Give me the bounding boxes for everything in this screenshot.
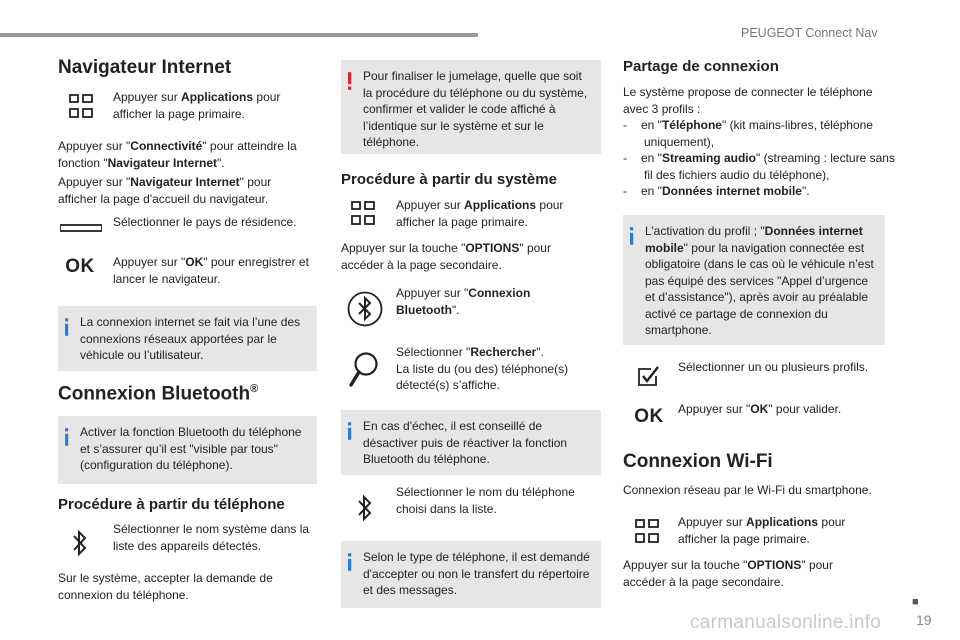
info-icon — [348, 420, 352, 442]
country-instruction: Sélectionner le pays de résidence. — [113, 215, 297, 229]
navigator-instruction: Appuyer sur "Navigateur Internet" pour afficher la page d'accueil du navigateur. — [58, 175, 272, 206]
info-box-bluetooth: Activer la fonction Bluetooth du téléphone et s’assurer qu’il est "visible par tous" (configuration du téléphone). — [58, 416, 317, 484]
ok-icon: OK — [65, 256, 95, 277]
options-instruction-wifi: Appuyer sur la touche "OPTIONS" pour accéder à la page secondaire. — [623, 558, 833, 589]
section-title-bluetooth: Connexion Bluetooth® — [58, 383, 259, 405]
wifi-intro: Connexion réseau par le Wi-Fi du smartphone. — [623, 483, 872, 497]
options-instruction: Appuyer sur la touche "OPTIONS" pour accéder à la page secondaire. — [341, 241, 551, 272]
ok-icon: OK — [634, 406, 664, 427]
info-box-internet-profile: L’activation du profil ; "Données internet mobile" pour la navigation connectée est obligatoire (dans le cas où le véhicule n’est pas équipé des services "Appel d’urgence et d’assistance"), après avoir au préalable activé ce partage de connexion du smartphone. — [623, 215, 885, 345]
watermark: carmanualsonline.info — [690, 612, 882, 633]
apps-instruction-system: Appuyer sur Applications pour afficher la page primaire. — [396, 198, 564, 229]
profile-item-internet: - en "Données internet mobile". — [623, 184, 810, 198]
info-icon — [630, 225, 634, 247]
section-title-navigateur: Navigateur Internet — [58, 57, 232, 78]
subsection-title-phone: Procédure à partir du téléphone — [58, 496, 285, 513]
bluetooth-connect-instruction: Appuyer sur "Connexion Bluetooth". — [396, 286, 531, 317]
search-icon — [347, 350, 381, 390]
profile-item-streaming: - en "Streaming audio" (streaming : lecture sans fil des fichiers audio du téléphone), — [623, 151, 895, 182]
phone-select-instruction: Sélectionner le nom système dans la liste des appareils détectés. — [113, 522, 310, 553]
page-number: 19 — [916, 612, 932, 628]
bluetooth-icon — [70, 525, 90, 561]
select-bar-icon — [60, 222, 102, 234]
checkbox-checked-icon — [634, 364, 662, 388]
info-icon — [348, 551, 352, 573]
info-box-connection: La connexion internet se fait via l’une des connexions réseaux apportées par le véhicule ou l’utilisateur. — [58, 306, 317, 371]
apps-instruction-wifi: Appuyer sur Applications pour afficher la page primaire. — [678, 515, 846, 546]
apps-grid-icon — [634, 518, 660, 544]
apps-grid-icon — [68, 93, 94, 119]
apps-grid-icon — [350, 200, 376, 226]
warning-icon — [348, 70, 352, 92]
ok-instruction: Appuyer sur "OK" pour enregistrer et lancer le navigateur. — [113, 255, 309, 286]
header-title: PEUGEOT Connect Nav — [741, 26, 878, 40]
phone-accept-instruction: Sur le système, accepter la demande de connexion du téléphone. — [58, 571, 273, 602]
info-box-transfer: Selon le type de téléphone, il est demandé d'accepter ou non le transfert du répertoire et des messages. — [341, 541, 601, 608]
apps-instruction: Appuyer sur Applications pour afficher la page primaire. — [113, 90, 281, 121]
select-phone-instruction: Sélectionner le nom du téléphone choisi dans la liste. — [396, 485, 575, 516]
share-intro: Le système propose de connecter le téléphone avec 3 profils : — [623, 85, 873, 116]
profile-item-telephone: - en "Téléphone" (kit mains-libres, téléphone uniquement), — [623, 118, 873, 149]
ok-validate-instruction: Appuyer sur "OK" pour valider. — [678, 402, 842, 416]
profiles-instruction: Sélectionner un ou plusieurs profils. — [678, 360, 869, 374]
bluetooth-icon — [355, 490, 375, 526]
bluetooth-connect-icon — [345, 289, 385, 329]
warning-box-pairing: Pour finaliser le jumelage, quelle que soit la procédure du téléphone ou du système, confirmer et valider le code affiché à l’identique sur le système et sur le téléphone. — [341, 60, 601, 154]
header-bar — [0, 33, 478, 37]
section-title-wifi: Connexion Wi-Fi — [623, 451, 773, 472]
info-icon — [65, 316, 69, 338]
continuation-mark: ■ — [912, 596, 919, 608]
info-icon — [65, 426, 69, 448]
subsection-title-share: Partage de connexion — [623, 58, 779, 75]
search-instruction: Sélectionner "Rechercher". La liste du (ou des) téléphone(s) détecté(s) s’affiche. — [396, 345, 569, 392]
info-box-failure: En cas d'échec, il est conseillé de désactiver puis de réactiver la fonction Bluetooth du téléphone. — [341, 410, 601, 475]
connectivity-instruction: Appuyer sur "Connectivité" pour atteindre la fonction "Navigateur Internet". — [58, 139, 297, 170]
subsection-title-system: Procédure à partir du système — [341, 171, 557, 188]
